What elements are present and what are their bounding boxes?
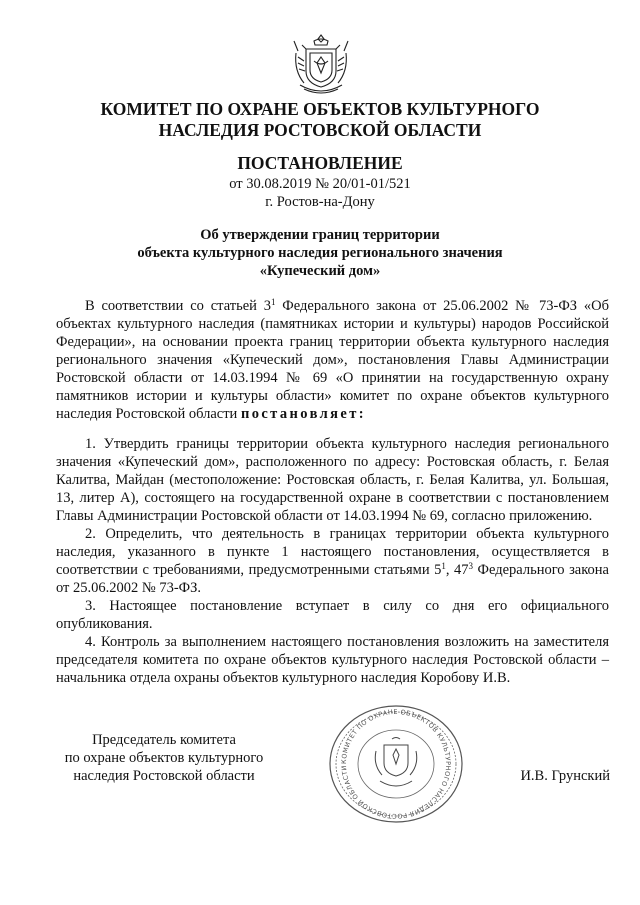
preamble-text-2: Федерального закона от 25.06.2002 № 73-ФЗ «Об объектах культурного наследия (памятниках истории и культуры) народов Российской Федерации», на основании проекта границ территории объекта культурного наследия регионального значения «Купеческий дом», постановления Главы Администрации Ростовской области от 14.03.1994 № 69 «О принятии на государственную охрану памятников истории и культуры области» комитет по охране объектов культурного наследия Ростовской области [56,298,609,422]
item-2 [56,525,609,597]
item-2-text-3: Федерального закона от 25.06.2002 № 73-ФЗ. [56,562,609,596]
resolution-items [56,435,609,687]
item-2-text-1: 2. Определить, что деятельность в границах территории объекта культурного наследия, указанного в пункте 1 настоящего постановления, осуществляется в соответствии с требованиями, предусмотренными статьями 5 [56,526,609,578]
subject-line-1: Об утверждении границ территории [200,227,440,243]
org-line-1: КОМИТЕТ ПО ОХРАНЕ ОБЪЕКТОВ КУЛЬТУРНОГО [100,99,540,119]
preamble-superscript: 1 [270,297,276,307]
signatory-title [44,731,284,785]
item-1: 1. Утвердить границы территории объекта культурного наследия регионального значения «Купеческий дом», расположенного по адресу: Ростовская область, г. Белая Калитва, Майдан (местоположение: Ростовская область, г. Белая Калитва, ул. Большая, 13, литер А), состоящего на государственной охране в соответствии с постановлением Главы Администрации Ростовской области от 14.03.1994 № 69, согласно приложению. [56,436,609,524]
city: г. Ростов-на-Дону [265,194,375,210]
item-3: 3. Настоящее постановление вступает в силу со дня его официального опубликования. [56,598,609,632]
org-line-2: НАСЛЕДИЯ РОСТОВСКОЙ ОБЛАСТИ [158,120,482,140]
item-4: 4. Контроль за выполнением настоящего постановления возложить на заместителя председателя комитета по охране объектов культурного наследия Ростовской области – начальника отдела охраны объектов культурного наследия Коробову И.В. [56,634,609,686]
signatory-title-line-2: по охране объектов культурного [64,750,264,766]
date-number: от 30.08.2019 № 20/01-01/521 [229,176,411,192]
item-2-text-2: , 47 [445,562,469,578]
preamble [56,297,609,423]
resolves-word: постановляет: [240,406,366,422]
item-2-superscript-2: 3 [468,561,474,571]
organization-name [60,99,580,141]
preamble-paragraph [56,297,609,423]
seal-text: КОМИТЕТ ПО ОХРАНЕ ОБЪЕКТОВ КУЛЬТУРНОГО НАСЛЕДИЯ РОСТОВСКОЙ ОБЛАСТИ [339,707,453,821]
signatory-name: И.В. Грунский [520,768,610,784]
item-2-superscript-1: 1 [441,561,446,571]
signatory-title-line-3: наследия Ростовской области [73,768,255,784]
coat-of-arms-icon [292,33,350,97]
preamble-text-1: В соответствии со статьей 3 [85,298,271,314]
document-type: ПОСТАНОВЛЕНИЕ [237,153,403,173]
subject-line-3: «Купеческий дом» [259,263,381,279]
document-subject [100,226,540,280]
signatory-title-line-1: Председатель комитета [92,732,236,748]
subject-line-2: объекта культурного наследия регионального значения [137,245,503,261]
official-seal-icon [316,703,476,825]
